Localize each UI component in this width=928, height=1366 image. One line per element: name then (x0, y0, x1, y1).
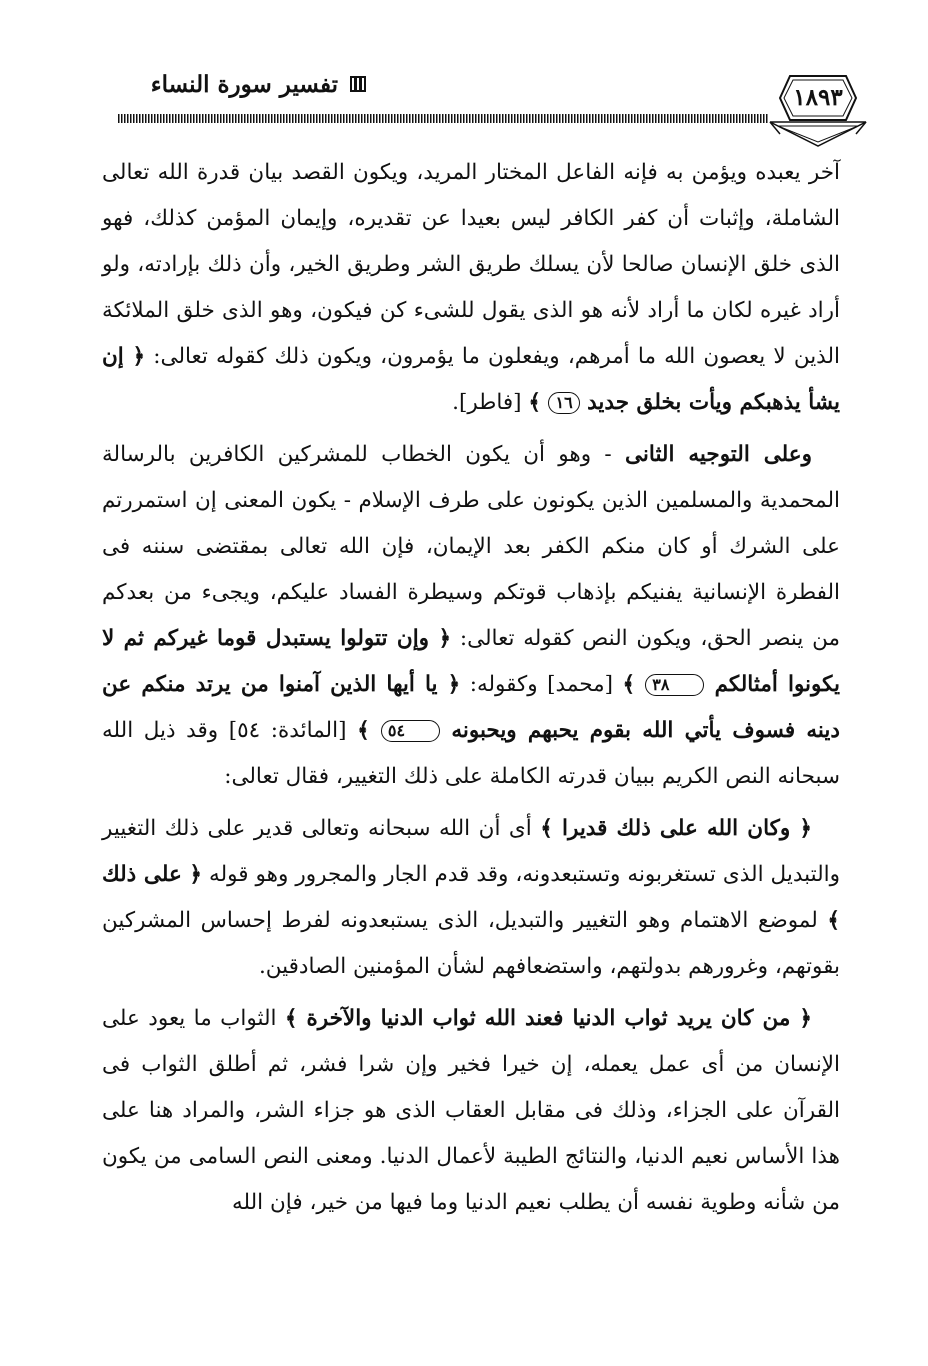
surah-reference: [فاطر]. (452, 390, 529, 415)
paragraph-lead: وعلى التوجيه الثانى (624, 442, 812, 467)
header-rule (118, 114, 768, 123)
paragraph-text: آخر يعبده ويؤمن به فإنه الفاعل المختار المريد، ويكون القصد بيان قدرة الله تعالى الشاملة، وإثبات أن كفر الكافر ليس بعيدا عن تقديره، وإيمان المؤمن كذلك، فهو الذى خلق الإنسان صالحا لأن يسلك طريق الشر وطريق الخير، وأن ذلك بإرادته، ولو أراد غيره لكان ما أراد لأنه هو الذى يقول للشىء كن فيكون، وهو الذى خلق الملائكة الذين لا يعصون الله ما أمرهم، ويفعلون ما يؤمرون، ويكون ذلك كقوله تعالى: (102, 160, 840, 369)
paragraph-text: [المائدة: ٥٤] وقد ذيل الله سبحانه النص الكريم ببيان قدرته الكاملة على ذلك التغيير، فقال تعالى: (102, 718, 840, 789)
paragraph-text: أى أن الله سبحانه وتعالى قدير على ذلك التغيير والتبديل الذى تستغربونه وتستبعدونه، وقد قدم الجار والمجرور وهو قوله (102, 816, 840, 887)
paragraph-text: لموضع الاهتمام وهو التغيير والتبديل، الذى يستبعدونه لفرط إحساس المشركين بقوتهم، وغرورهم بدولتهم، واستضعافهم لشأن المؤمنين الصادقين. (102, 908, 840, 979)
quran-quote: ﴿ وكان الله على ذلك قديرا ﴾ (540, 816, 812, 841)
paragraph-1 (102, 150, 840, 426)
quran-quote: ﴿ من كان يريد ثواب الدنيا فعند الله ثواب الدنيا والآخرة ﴾ (284, 1006, 812, 1031)
quran-quote: ﴿ وإن تتولوا يستبدل قوما غيركم ثم لا يكونوا أمثالكم (102, 626, 840, 697)
quran-quote: ﴿ على ذلك ﴾ (102, 862, 840, 933)
quran-quote-close: ﴾ (528, 390, 549, 415)
quran-quote: ﴿ إن يشأ يذهبكم ويأت بخلق جديد (102, 344, 840, 415)
page-number-frame (768, 70, 868, 148)
ornament-icon (348, 74, 368, 94)
quran-quote: ﴿ يا أيها الذين آمنوا من يرتد منكم عن دينه فسوف يأتي الله بقوم يحبهم ويحبونه (102, 672, 840, 743)
running-title-area (118, 64, 368, 104)
verse-number: ٣٨ (645, 674, 704, 696)
quran-quote-close: ﴾ (357, 718, 381, 743)
paragraph-3 (102, 806, 840, 990)
paragraph-text: - وهو أن يكون الخطاب للمشركين الكافرين بالرسالة المحمدية والمسلمين الذين يكونون على طرف الإسلام - يكون المعنى إن استمررتم على الشرك أو كان منكم الكفر بعد الإيمان، فإن الله تعالى بمقتضى سننه فى الفطرة الإنسانية يفنيكم بإذهاب قوتكم وسيطرة الفساد عليكم، ويجىء من بعدكم من ينصر الحق، ويكون النص كقوله تعالى: (102, 442, 840, 651)
page-header (0, 0, 928, 150)
paragraph-2 (102, 432, 840, 800)
verse-number: ٥٤ (381, 720, 440, 742)
running-title: تفسير سورة النساء (150, 70, 338, 98)
paragraph-text: الثواب ما يعود على الإنسان من أى عمل يعمله، إن خيرا فخير وإن شرا فشر، ثم أطلق الثواب فى القرآن على الجزاء، وذلك فى مقابل العقاب الذى هو جزاء الشر، والمراد هنا على هذا الأساس نعيم الدنيا، والنتائج الطيبة لأعمال الدنيا. ومعنى النص السامى من يكون من شأنه وطوية نفسه أن يطلب نعيم الدنيا وما فيها من خير، فإن الله (102, 1006, 840, 1215)
page-number: ١٨٩٣ (793, 84, 843, 111)
body-text (102, 150, 840, 1232)
surah-reference: [محمد] وكقوله: (460, 672, 623, 697)
quran-quote-close: ﴾ (622, 672, 646, 697)
paragraph-4 (102, 996, 840, 1226)
verse-number: ١٦ (548, 392, 579, 414)
